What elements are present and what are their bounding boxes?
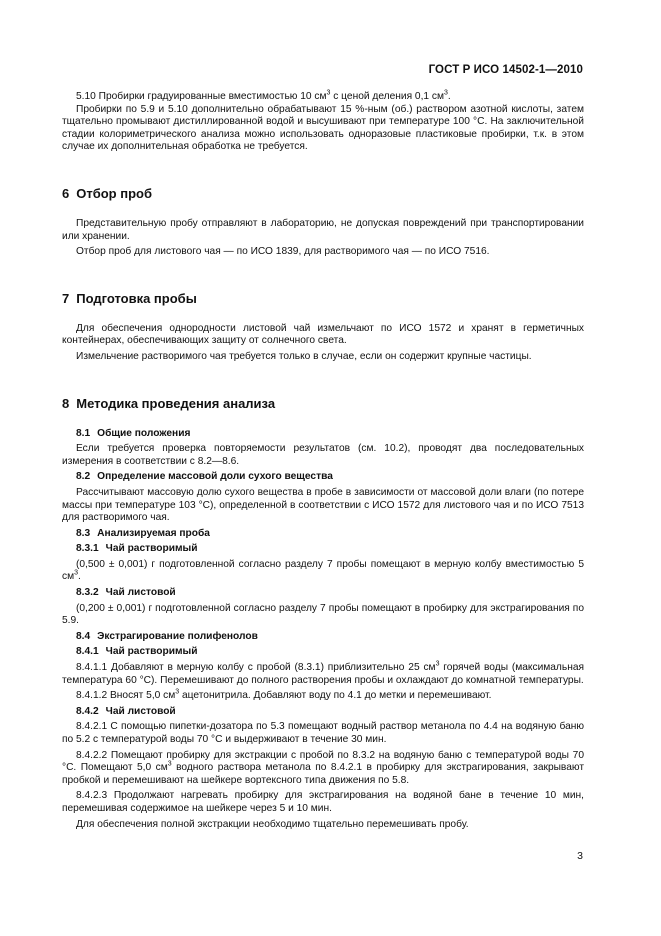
section-8-3-1-paragraph: (0,500 ± 0,001) г подготовленной согласно разделу 7 пробы помещают в мерную колбу вместимостью 5 $см^3$. [62,558,584,583]
item-8-4-2-1: 8.4.2.1 С помощью пипетки-дозатора по 5.3 помещают водный раствор метанола по 4.4 на водяную баню по 5.2 с температурой воды 70 °С и выдерживают в течение 30 мин. [62,721,584,745]
section-8-4-2-heading: 8.4.2 Чай листовой [76,705,176,717]
section-8-4-1-heading: 8.4.1 Чай растворимый [76,646,198,658]
section-8-3-heading: 8.3 Анализируемая проба [76,527,210,539]
item-8-4-1-2: 8.4.1.2 Вносят 5,0 $см^3$ ацетонитрила. Добавляют воду по 4.1 до метки и перемешивают. [76,688,492,702]
section-8-1-paragraph: Если требуется проверка повторяемости результатов (см. 10.2), проводят два последовательных измерения в соответствии с 8.2—8.6. [62,443,584,467]
page-number: 3 [577,850,583,862]
section-7-heading: 7 Подготовка пробы [62,290,197,306]
section-8-3-2-paragraph: (0,200 ± 0,001) г подготовленной согласно разделу 7 пробы помещают в пробирку для экстрагирования по 5.9. [62,602,584,627]
section-8-2-paragraph: Рассчитывают массовую долю сухого вещества в пробе в зависимости от массовой доли влаги (по потере массы при температуре 103 °С), определенной в соответствии с ИСО 1572 для листового чая и по ИСО 7513 для растворимого чая. [62,486,584,524]
item-5-10: 5.10 Пробирки градуированные вместимостью 10 $см^3$ с ценой деления 0,1 $см^3$. [76,89,451,102]
item-8-4-2-2: 8.4.2.2 Помещают пробирку для экстракции с пробой по 8.3.2 на водяную баню с температурой воды 70 °С. Помещают 5,0 $см^3$ водного раствора метанола по 8.4.2.1 в пробирку для экстрагирования, закрывают пробкой и перемешивают на шейкере вортексного типа движения по 5.8. [62,749,584,786]
section-6-heading: 6 Отбор проб [62,185,152,201]
section-6-paragraph-2: Отбор проб для листового чая — по ИСО 1839, для растворимого чая — по ИСО 7516. [76,246,490,258]
document-code-header: ГОСТ Р ИСО 14502-1—2010 [428,64,583,76]
section-7-paragraph-1: Для обеспечения однородности листовой чай измельчают по ИСО 1572 и хранят в герметичных контейнерах, обеспечивающих защиту от солнечного света. [62,322,584,347]
section-8-3-1-heading: 8.3.1 Чай растворимый [76,543,198,555]
section-7-paragraph-2: Измельчение растворимого чая требуется только в случае, если он содержит крупные частицы. [76,350,532,362]
item-8-4-1-1: 8.4.1.1 Добавляют в мерную колбу с пробой (8.3.1) приблизительно 25 $см^3$ горячей воды (максимальная температура 60 °С). Перемешивают до полного растворения пробы и охлаждают до комнатной температуры. [62,660,584,686]
section-8-1-heading: 8.1 Общие положения [76,427,191,439]
section-8-2-heading: 8.2 Определение массовой доли сухого вещества [76,471,333,483]
section-8-heading: 8 Методика проведения анализа [62,395,276,411]
section-8-3-2-heading: 8.3.2 Чай листовой [76,587,176,599]
paragraph-tubes-treatment: Пробирки по 5.9 и 5.10 дополнительно обрабатывают 15 %-ным (об.) раствором азотной кислоты, затем тщательно промывают дистиллированной водой и высушивают при температуре 100 °С. На заключительной стадии колориметрического анализа можно использовать одноразовые пластиковые пробирки, т.к. в этом случае их дополнительная обработка не требуется. [62,103,584,153]
closing-paragraph: Для обеспечения полной экстракции необходимо тщательно перемешивать пробу. [76,818,469,830]
section-6-paragraph-1: Представительную пробу отправляют в лабораторию, не допуская повреждений при транспортировании или хранении. [62,217,584,242]
item-8-4-2-3: 8.4.2.3 Продолжают нагревать пробирку для экстрагирования на водяной бане в течение 10 мин, перемешивая содержимое на шейкере через 5 и 10 мин. [62,790,584,814]
section-8-4-heading: 8.4 Экстрагирование полифенолов [76,630,258,642]
page-content [62,91,584,831]
